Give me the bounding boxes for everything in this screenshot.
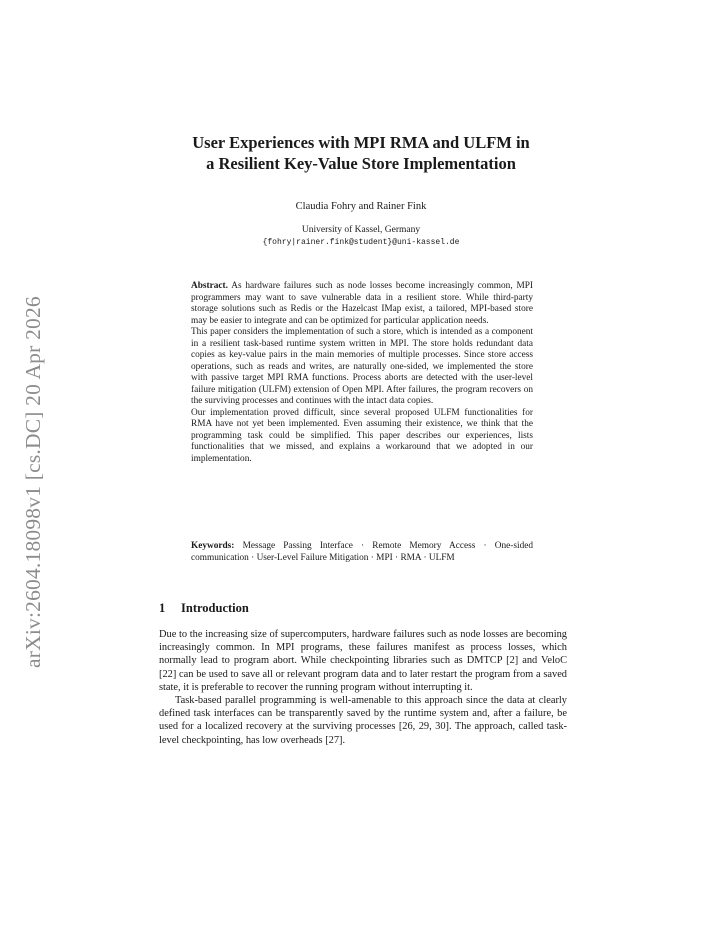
arxiv-identifier-text: arXiv:2604.18098v1 [cs.DC] 20 Apr 2026 — [21, 296, 45, 668]
keywords-label: Keywords: — [191, 541, 235, 551]
author-affiliation: University of Kassel, Germany — [301, 225, 421, 235]
abstract-label: Abstract. — [191, 281, 228, 291]
abstract-paragraph-3: Our implementation proved difficult, since several proposed ULFM functionalities for RMA have not yet been implemented. Even assuming their existence, we think that the programming task could be simplified. This paper describes our experiences, lists functionalities that we missed, and explains a workaround that we adopted in our implementation. — [191, 407, 533, 464]
paper-title — [130, 132, 592, 174]
author-email: {fohry|rainer.fink@student}@uni-kassel.de — [262, 238, 460, 247]
keywords-text: Message Passing Interface · Remote Memory Access · One-sided communication · User-Level Failure Mitigation · MPI · RMA · ULFM — [191, 541, 533, 563]
section-heading-introduction — [159, 600, 249, 616]
author-list: Claudia Fohry and Rainer Fink — [295, 201, 427, 212]
introduction-paragraph-1: Due to the increasing size of supercomputers, hardware failures such as node losses are becoming increasingly common. In MPI programs, these failures manifest as process losses, which normally lead to program abort. While checkpointing libraries such as DMTCP [2] and VeloC [22] can be used to save all or relevant program data and to later restart the program from a saved state, it is preferable to recover the running program without interrupting it. — [159, 629, 567, 693]
paper-title-line-2: a Resilient Key-Value Store Implementation — [206, 154, 516, 173]
paper-title-line-1: User Experiences with MPI RMA and ULFM in — [192, 133, 530, 152]
section-title: Introduction — [181, 601, 249, 615]
abstract-text-1: As hardware failures such as node losses become increasingly common, MPI programmers may want to save vulnerable data in a resilient store. While third-party storage solutions such as Redis or the Hazelcast IMap exist, a tailored, MPI-based store may be easier to integrate and can be optimized for particular application needs. — [191, 281, 534, 326]
introduction-body — [159, 628, 567, 747]
abstract-paragraph-2: This paper considers the implementation of such a store, which is intended as a component in a resilient task-based runtime system written in MPI. The store holds redundant data copies as key-value pairs in the main memories of multiple processes. Since store access operations, such as reads and writes, are naturally one-sided, we implemented the store with passive target MPI RMA functions. Process aborts are detected with the user-level failure mitigation (ULFM) extension of Open MPI. After failures, the program recovers on the surviving processes and continues with the intact data copies. — [191, 327, 533, 406]
abstract-paragraph-1 — [191, 281, 533, 327]
keywords — [191, 541, 533, 564]
abstract — [191, 281, 533, 465]
introduction-paragraph-2: Task-based parallel programming is well-amenable to this approach since the data at clearly defined task interfaces can be transparently saved by the runtime system and, after a failure, be used for a localized recovery at the surviving processes [26, 29, 30]. The approach, called task-level checkpointing, has low overheads [27]. — [159, 695, 567, 746]
arxiv-identifier-stamp — [18, 258, 48, 668]
section-number: 1 — [159, 601, 166, 615]
